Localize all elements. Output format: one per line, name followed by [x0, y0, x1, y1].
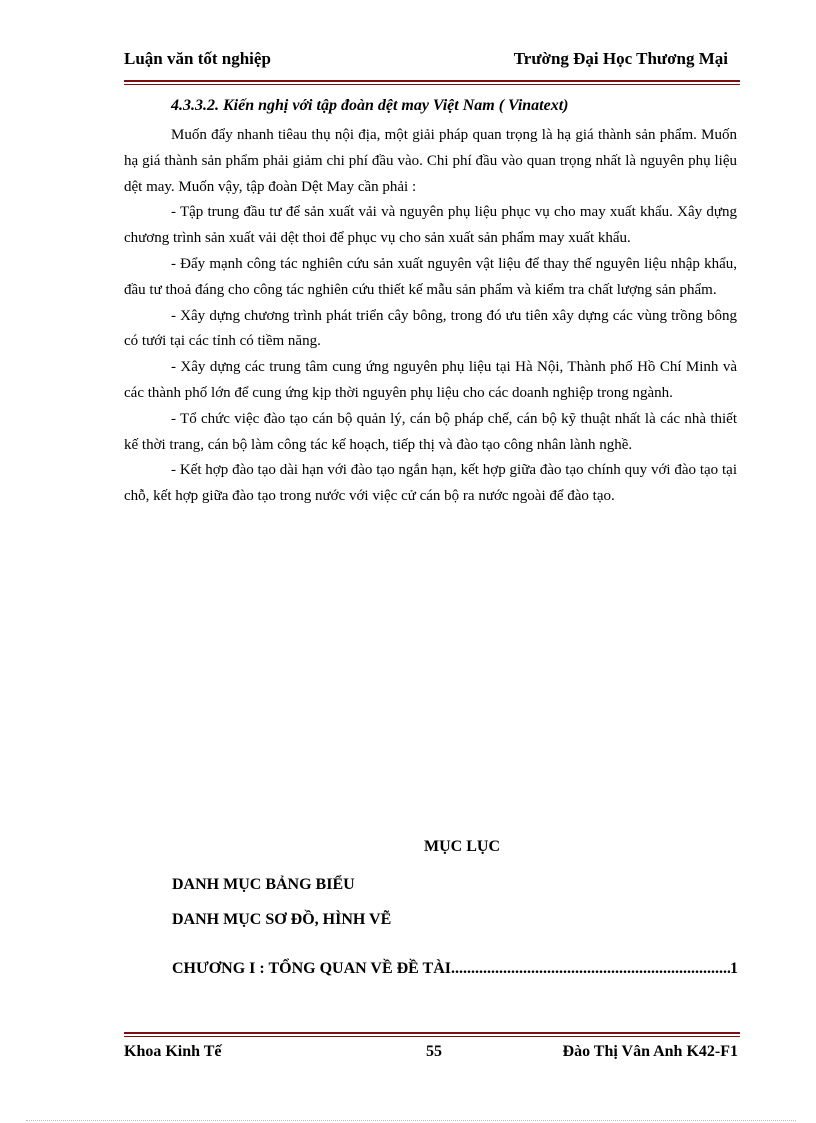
toc-leader-dots	[451, 960, 730, 978]
header-university-name: Trường Đại Học Thương Mại	[513, 49, 728, 68]
toc-list-tables[interactable]: DANH MỤC BẢNG BIỂU	[172, 876, 355, 893]
toc-chapter-1[interactable]	[172, 960, 738, 978]
footer-author: Đào Thị Vân Anh K42-F1	[562, 1043, 738, 1060]
paragraph: - Đẩy mạnh công tác nghiên cứu sản xuất nguyên vật liệu để thay thế nguyên liệu nhập khẩu, đầu tư thoả đáng cho công tác nghiên cứu thiết kế mẫu sản phẩm và kiểm tra chất lượng sản phẩm.	[124, 255, 737, 298]
paragraph: - Xây dựng chương trình phát triển cây bông, trong đó ưu tiên xây dựng các vùng trồng bông có tưới tại các tỉnh có tiềm năng.	[124, 307, 737, 350]
section-content	[124, 95, 737, 510]
paragraph: - Tổ chức việc đào tạo cán bộ quản lý, cán bộ pháp chế, cán bộ kỹ thuật nhất là các nhà thiết kế thời trang, cán bộ làm công tác kế hoạch, tiếp thị và đào tạo công nhân lành nghề.	[124, 410, 737, 453]
toc-list-figures[interactable]: DANH MỤC SƠ ĐỒ, HÌNH VẼ	[172, 911, 392, 928]
toc-title: MỤC LỤC	[424, 838, 500, 855]
toc-chapter-1-page: 1	[730, 960, 738, 977]
page-edge-divider	[26, 1120, 796, 1121]
section-title: 4.3.3.2. Kiến nghị với tập đoàn dệt may Việt Nam ( Vinatext)	[171, 97, 569, 114]
page-footer	[124, 1043, 740, 1067]
footer-rule	[124, 1032, 740, 1037]
header-rule	[124, 80, 740, 85]
footer-page-number: 55	[426, 1043, 442, 1060]
header-thesis-label: Luận văn tốt nghiệp	[124, 49, 271, 68]
paragraph: - Kết hợp đào tạo dài hạn với đào tạo ngắn hạn, kết hợp giữa đào tạo chính quy với đào tạo tại chỗ, kết hợp giữa đào tạo trong nước với việc cử cán bộ ra nước ngoài để đào tạo.	[124, 462, 737, 505]
paragraph: Muốn đẩy nhanh tiêau thụ nội địa, một giải pháp quan trọng là hạ giá thành sản phẩm. Muốn hạ giá thành sản phẩm phải giảm chi phí đầu vào. Chi phí đầu vào quan trọng nhất là nguyên phụ liệu dệt may. Muốn vậy, tập đoàn Dệt May cần phải :	[124, 127, 737, 195]
paragraph: - Xây dựng các trung tâm cung ứng nguyên phụ liệu tại Hà Nội, Thành phố Hồ Chí Minh và các thành phố lớn để cung ứng kịp thời nguyên phụ liệu cho các doanh nghiệp trong ngành.	[124, 359, 737, 401]
toc-chapter-1-label: CHƯƠNG I : TỔNG QUAN VỀ ĐỀ TÀI	[172, 960, 451, 977]
footer-faculty: Khoa Kinh Tế	[124, 1043, 222, 1060]
page-header	[124, 46, 738, 70]
paragraph: - Tập trung đầu tư để sản xuất vải và nguyên phụ liệu phục vụ cho may xuất khẩu. Xây dựng chương trình sản xuất vải dệt thoi để phục vụ cho sản xuất sản phẩm may xuất khẩu.	[124, 204, 737, 247]
